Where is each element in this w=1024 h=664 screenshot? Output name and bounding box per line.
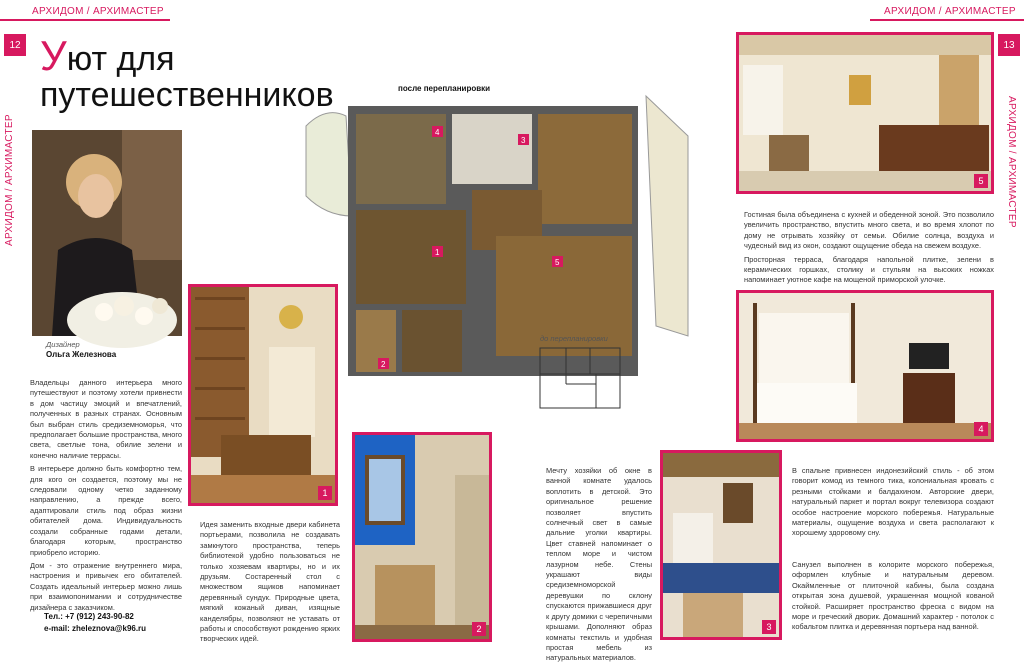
title-first-letter: У <box>40 32 67 79</box>
designer-role: Дизайнер <box>46 340 80 349</box>
photo-bedroom <box>736 290 994 442</box>
side-label-right: АРХИДОМ / АРХИМАСТЕР <box>1006 96 1017 228</box>
floor-plan-illustration <box>296 96 688 396</box>
photo-living-room <box>736 32 994 194</box>
kids-room-illustration <box>355 435 489 639</box>
photo-bathroom <box>660 450 782 640</box>
bathroom-illustration <box>663 453 779 637</box>
living-room-illustration <box>739 35 991 191</box>
side-label-left: АРХИДОМ / АРХИМАСТЕР <box>4 114 15 246</box>
text-column-2 <box>200 520 340 650</box>
page-title <box>40 32 334 114</box>
text-column-5 <box>792 466 994 544</box>
col1-paragraph-1: Владельцы данного интерьера много путешествуют и поэтому хотели привнести в дом частицу эмоций и впечатлений, полученных в разных странах. Основным был выбран стиль средиземноморья, что предполагает большие пространства, много света, светлые тона, обилие зелени и конечно наличие террасы. <box>30 378 182 460</box>
col4-paragraph-2: Просторная терраса, благодаря напольной плитке, зелени в керамических горшках, столику и стульям на высоких ножках напоминает уютное кафе на мощеной приморской улочке. <box>744 254 994 285</box>
header-rule-left <box>0 19 170 21</box>
plan-before-label: до перепланировки <box>540 334 608 343</box>
contact-phone: Тел.: +7 (912) 243-90-82 <box>44 612 134 621</box>
before-sketch-illustration <box>536 344 624 414</box>
floor-plan <box>296 96 688 396</box>
header-right: АРХИДОМ / АРХИМАСТЕР <box>884 6 1016 17</box>
plan-marker-2: 2 <box>381 360 386 369</box>
col5-paragraph-1: В спальне привнесен индонезийский стиль - об этом говорит комод из темного тика, колониальная кровать с резными стойками и балдахином. Авторские двери, натуральный паркет и портал вокруг телевизора создают особое настроение морского побережья. Натуральные материалы, ощущение воздуха и света располагают к хорошему здоровому сну. <box>792 466 994 538</box>
col6-paragraph-1: Санузел выполнен в колорите морского побережья, оформлен клубные и натуральным деревом. Окаймленные от плиточной кабины, была создана открытая зона душевой, украшенная мощной кованой стойкой. Расширяет пространство фреска с видом на море и греческий дворик. Домашний характер - потолок с кобальтом плитка и деревянная портьера над ванной. <box>792 560 994 632</box>
plan-marker-4: 4 <box>435 128 440 137</box>
designer-portrait <box>32 130 182 336</box>
photo-number-5: 5 <box>974 174 988 188</box>
plan-marker-5: 5 <box>555 258 560 267</box>
contact-email: e-mail: zheleznova@k96.ru <box>44 624 147 633</box>
page-number-right: 13 <box>998 34 1020 56</box>
photo-kids-room <box>352 432 492 642</box>
col1-paragraph-2: В интерьере должно быть комфортно тем, для кого он создается, поэтому мы не следовали одному четко заданному направлению, а прежде всего, адаптировали стиль под образ жизни обитателей дома. Индивидуальность создали собранные годами детали, благодаря которым, пространство приобрело историю. <box>30 464 182 557</box>
text-column-6 <box>792 560 994 652</box>
title-line1: ют для <box>66 40 175 78</box>
plan-after-label: после перепланировки <box>398 84 491 93</box>
page-number-left: 12 <box>4 34 26 56</box>
col1-paragraph-3: Дом - это отражение внутреннего мира, настроения и привычек его обитателей. Создать идеальный интерьер можно лишь при взаимопонимании и сотрудничестве дизайнера с заказчиком. <box>30 560 182 612</box>
col3-paragraph-1: Мечту хозяйки об окне в ванной комнате удалось воплотить в детской. Это оригинальное решение позволяет впустить солнечный свет в самые дальние уголки квартиры. Цвет ставней напоминает о теплом море и чистом лазурном небе. Стены украшают виды средиземноморской деревушки по склону спускаются прижавшиеся друг к другу домики с черепичными крышами. Дополняют образ комнаты текстиль и удобная простая мебель из натуральных материалов. <box>546 466 652 663</box>
col2-paragraph-1: Идея заменить входные двери кабинета портьерами, позволила не создавать замкнутого пространства, теперь библиотекой удобно пользоваться не только хозяевам квартиры, но и их друзьям. Состаренный стол с множеством ящиков напоминает деревянный сундук. Природные цвета, мягкий кожаный диван, изящные канделябры, позволяют не уставать от работы и способствуют рождению ярких творческих идей. <box>200 520 340 644</box>
col4-paragraph-1: Гостиная была объединена с кухней и обеденной зоной. Это позволило увеличить пространство, впустить много света, и во время хлопот по дому не отрывать хозяйку от семьи. Обилие солнца, воздуха и чудесный вид из окон, создают ощущение обеда на свежем воздухе. <box>744 210 994 251</box>
photo-number-4: 4 <box>974 422 988 436</box>
text-column-3 <box>546 466 652 663</box>
text-column-1 <box>30 378 182 612</box>
header-left: АРХИДОМ / АРХИМАСТЕР <box>32 6 164 17</box>
header-rule-right <box>870 19 1024 21</box>
photo-number-1: 1 <box>318 486 332 500</box>
photo-number-3: 3 <box>762 620 776 634</box>
designer-name: Ольга Железнова <box>46 350 117 359</box>
text-column-4 <box>744 210 994 285</box>
portrait-illustration <box>32 130 182 336</box>
photo-number-2: 2 <box>472 622 486 636</box>
plan-marker-3: 3 <box>521 136 526 145</box>
title-line2: путешественников <box>40 76 334 114</box>
bedroom-illustration <box>739 293 991 439</box>
plan-before-sketch <box>536 344 624 414</box>
plan-marker-1: 1 <box>435 248 440 257</box>
